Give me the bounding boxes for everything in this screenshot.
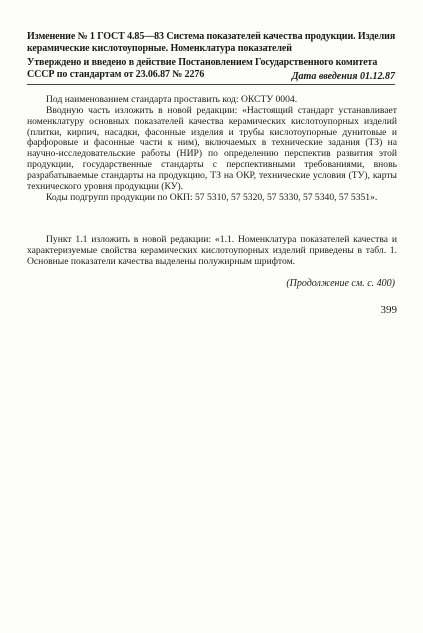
paragraph-intro: Вводную часть изложить в новой редакции: «Настоящий стандарт устанавливает номенклатуру основных показателей качества керамических кислотоупорных изделий (плитки, кирпич, насадки, фасонные изделия и трубы кислотоупорные дунитовые и фарфоровые и фасонные части к ним), включаемых в технические задания (ТЗ) на научно-исследовательские работы (НИР) по определению перспектив развития этой продукции, государственные стандарты с перспективными требованиями, вновь разрабатываемые стандарты на продукцию, ТЗ на ОКР, технические условия (ТУ), карты технического уровня продукции (КУ). bbox=[27, 105, 397, 192]
page-number: 399 bbox=[380, 304, 397, 316]
continuation-note: (Продолжение см. с. 400) bbox=[286, 278, 395, 289]
paragraph-item-1-1: Пункт 1.1 изложить в новой редакции: «1.1. Номенклатура показателей качества и характеризуемые свойства керамических кислотоупорных изделий приведены в табл. 1. Основные показатели качества выделены полужирным шрифтом. bbox=[27, 234, 397, 267]
effective-date: Дата введения 01.12.87 bbox=[291, 71, 395, 82]
paragraph-okp-codes: Коды подгрупп продукции по ОКП: 57 5310, 57 5320, 57 5330, 57 5340, 57 5351». bbox=[46, 192, 378, 203]
change-title: Изменение № 1 ГОСТ 4.85—83 Система показателей качества продукции. Изделия керамические кислотоупорные. Номенклатура показателей bbox=[27, 31, 396, 54]
approval-statement: Утверждено и введено в действие Постановлением Государственного комитета СССР по стандартам от 23.06.87 № 2276 bbox=[27, 57, 378, 80]
paragraph-code: Под наименованием стандарта проставить код: ОКСТУ 0004. bbox=[46, 94, 298, 105]
header-divider bbox=[27, 84, 395, 85]
